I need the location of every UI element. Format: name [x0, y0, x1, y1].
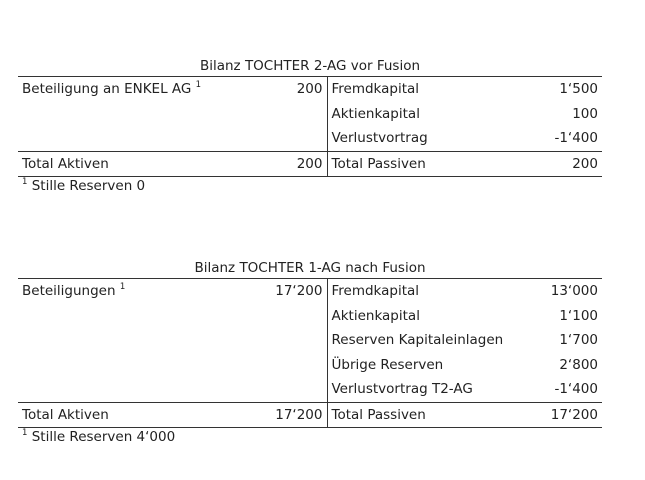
table-row: [18, 353, 602, 378]
footnote-mark: 1: [22, 428, 28, 438]
bilanz-title: Bilanz TOCHTER 1-AG nach Fusion: [194, 260, 426, 276]
passiven-value: 1‘700: [559, 332, 598, 348]
aktiven-value: 200: [229, 77, 327, 102]
passiven-label: Aktienkapital: [331, 307, 420, 324]
table-row: [18, 279, 602, 304]
total-row: [18, 402, 602, 428]
footnote: [18, 428, 602, 446]
table-row: [18, 126, 602, 151]
passiven-label: Reserven Kapitaleinlagen: [331, 332, 504, 348]
aktiven-label: Beteiligung an ENKEL AG $^1$: [18, 77, 229, 102]
total-row: [18, 151, 602, 177]
bilanz-title: Bilanz TOCHTER 2-AG vor Fusion: [199, 58, 421, 74]
passiven-label: Verlustvortrag: [331, 130, 428, 146]
total-passiven-label: Total Passiven: [327, 402, 522, 428]
bilanz-tochter2-vor-fusion: [18, 56, 602, 195]
passiven-value: 2‘800: [559, 356, 598, 373]
total-passiven-value: 200: [522, 151, 602, 177]
table-row: [18, 102, 602, 127]
balance-table: [18, 76, 602, 177]
total-aktiven-label: Total Aktiven: [18, 402, 229, 428]
passiven-value: 100: [572, 105, 598, 122]
table-row: [18, 328, 602, 353]
table-row: [18, 304, 602, 329]
total-aktiven-label: Total Aktiven: [18, 151, 229, 177]
passiven-value: 1‘500: [522, 77, 602, 102]
table-row: [18, 77, 602, 102]
footnote: [18, 177, 602, 195]
passiven-label: Fremdkapital: [327, 279, 522, 304]
passiven-label: Fremdkapital: [327, 77, 522, 102]
passiven-value: -1‘400: [554, 381, 598, 397]
total-passiven-label: Total Passiven: [327, 151, 522, 177]
passiven-value: 13‘000: [522, 279, 602, 304]
total-passiven-value: 17‘200: [522, 402, 602, 428]
footnote-text: Stille Reserven 4‘000: [31, 429, 176, 445]
passiven-label: Aktienkapital: [331, 105, 420, 122]
total-aktiven-value: 17‘200: [229, 402, 327, 428]
footnote-ref: 1: [119, 282, 126, 292]
aktiven-label: Beteiligungen $^1$: [18, 279, 229, 304]
balance-table: [18, 278, 602, 428]
total-aktiven-value: 200: [229, 151, 327, 177]
aktiven-value: 17‘200: [229, 279, 327, 304]
footnote-ref: 1: [195, 80, 202, 90]
passiven-label: Verlustvortrag T2-AG: [331, 381, 473, 397]
bilanz-tochter1-nach-fusion: [18, 258, 602, 446]
footnote-text: Stille Reserven 0: [31, 178, 146, 194]
table-row: [18, 377, 602, 402]
passiven-value: 1‘100: [559, 307, 598, 324]
passiven-label: Übrige Reserven: [331, 356, 444, 373]
footnote-mark: 1: [22, 177, 28, 187]
passiven-value: -1‘400: [554, 130, 598, 146]
